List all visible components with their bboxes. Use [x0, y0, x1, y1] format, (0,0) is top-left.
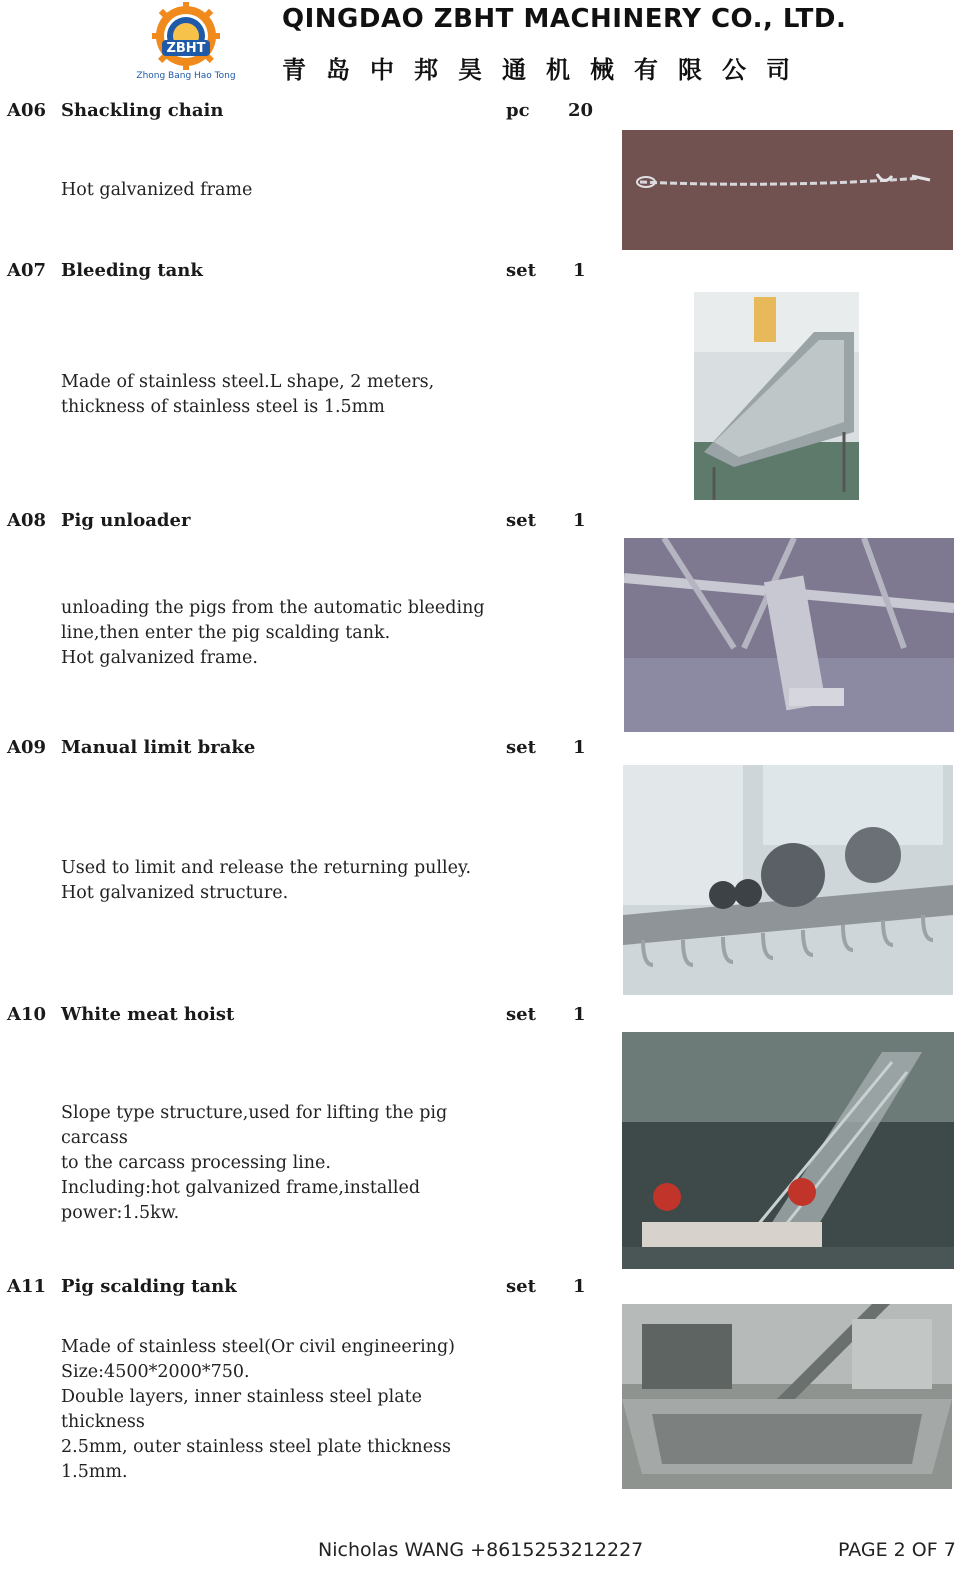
company-name-chinese: 青岛中邦昊通机械有限公司 [282, 56, 810, 84]
item-description [61, 178, 501, 203]
item-name: Pig scalding tank [61, 1276, 237, 1297]
item-code: A06 [7, 100, 47, 121]
item-name: Pig unloader [61, 510, 191, 531]
shackling-chain-photo [622, 130, 953, 250]
item-unit: set [506, 260, 536, 281]
item-code: A07 [7, 260, 47, 281]
description-line: Hot galvanized frame [61, 180, 253, 200]
item-unit: set [506, 1276, 536, 1297]
company-logo [132, 2, 244, 82]
item-unit: set [506, 737, 536, 758]
footer-contact: Nicholas WANG +8615253212227 [318, 1539, 644, 1561]
description-line: Hot galvanized frame. [61, 648, 258, 668]
description-line: Including:hot galvanized frame,installed [61, 1178, 421, 1198]
item-description [61, 596, 501, 671]
item-unit: set [506, 510, 536, 531]
description-line: unloading the pigs from the automatic bleeding [61, 598, 485, 618]
item-name: Bleeding tank [61, 260, 203, 281]
gear-icon [152, 2, 220, 70]
item-unit: pc [506, 100, 530, 121]
description-line: Slope type structure,used for lifting the pig carcass [61, 1103, 448, 1148]
company-name-english: QINGDAO ZBHT MACHINERY CO., LTD. [282, 4, 847, 34]
description-line: to the carcass processing line. [61, 1153, 331, 1173]
item-name: Shackling chain [61, 100, 224, 121]
description-line: Size:4500*2000*750. [61, 1362, 250, 1382]
white-meat-hoist-photo [622, 1032, 954, 1269]
description-line: 1.5mm. [61, 1462, 128, 1482]
logo-text: ZBHT [166, 41, 206, 56]
pig-unloader-photo [624, 538, 954, 732]
page-number: PAGE 2 OF 7 [838, 1539, 956, 1561]
description-line: Double layers, inner stainless steel plate thickness [61, 1387, 423, 1432]
item-quantity: 20 [568, 100, 594, 121]
description-line: Used to limit and release the returning pulley. [61, 858, 472, 878]
item-quantity: 1 [573, 1276, 586, 1297]
pig-scalding-tank-photo [622, 1304, 952, 1489]
description-line: 2.5mm, outer stainless steel plate thickness [61, 1437, 452, 1457]
item-quantity: 1 [573, 737, 586, 758]
item-description [61, 1335, 501, 1485]
logo-subtext: Zhong Bang Hao Tong [136, 71, 236, 81]
description-line: power:1.5kw. [61, 1203, 180, 1223]
description-line: thickness of stainless steel is 1.5mm [61, 397, 385, 417]
item-quantity: 1 [573, 260, 586, 281]
description-line: line,then enter the pig scalding tank. [61, 623, 391, 643]
item-code: A09 [7, 737, 47, 758]
manual-limit-brake-photo [623, 765, 953, 995]
item-name: White meat hoist [61, 1004, 235, 1025]
description-line: Hot galvanized structure. [61, 883, 289, 903]
item-description [61, 856, 501, 906]
item-description [61, 1101, 501, 1226]
item-quantity: 1 [573, 1004, 586, 1025]
item-name: Manual limit brake [61, 737, 256, 758]
item-quantity: 1 [573, 510, 586, 531]
item-description [61, 370, 501, 420]
item-code: A11 [7, 1276, 47, 1297]
description-line: Made of stainless steel.L shape, 2 meters, [61, 372, 435, 392]
item-code: A08 [7, 510, 47, 531]
description-line: Made of stainless steel(Or civil engineering) [61, 1337, 455, 1357]
item-code: A10 [7, 1004, 47, 1025]
bleeding-tank-photo [694, 292, 859, 500]
item-unit: set [506, 1004, 536, 1025]
